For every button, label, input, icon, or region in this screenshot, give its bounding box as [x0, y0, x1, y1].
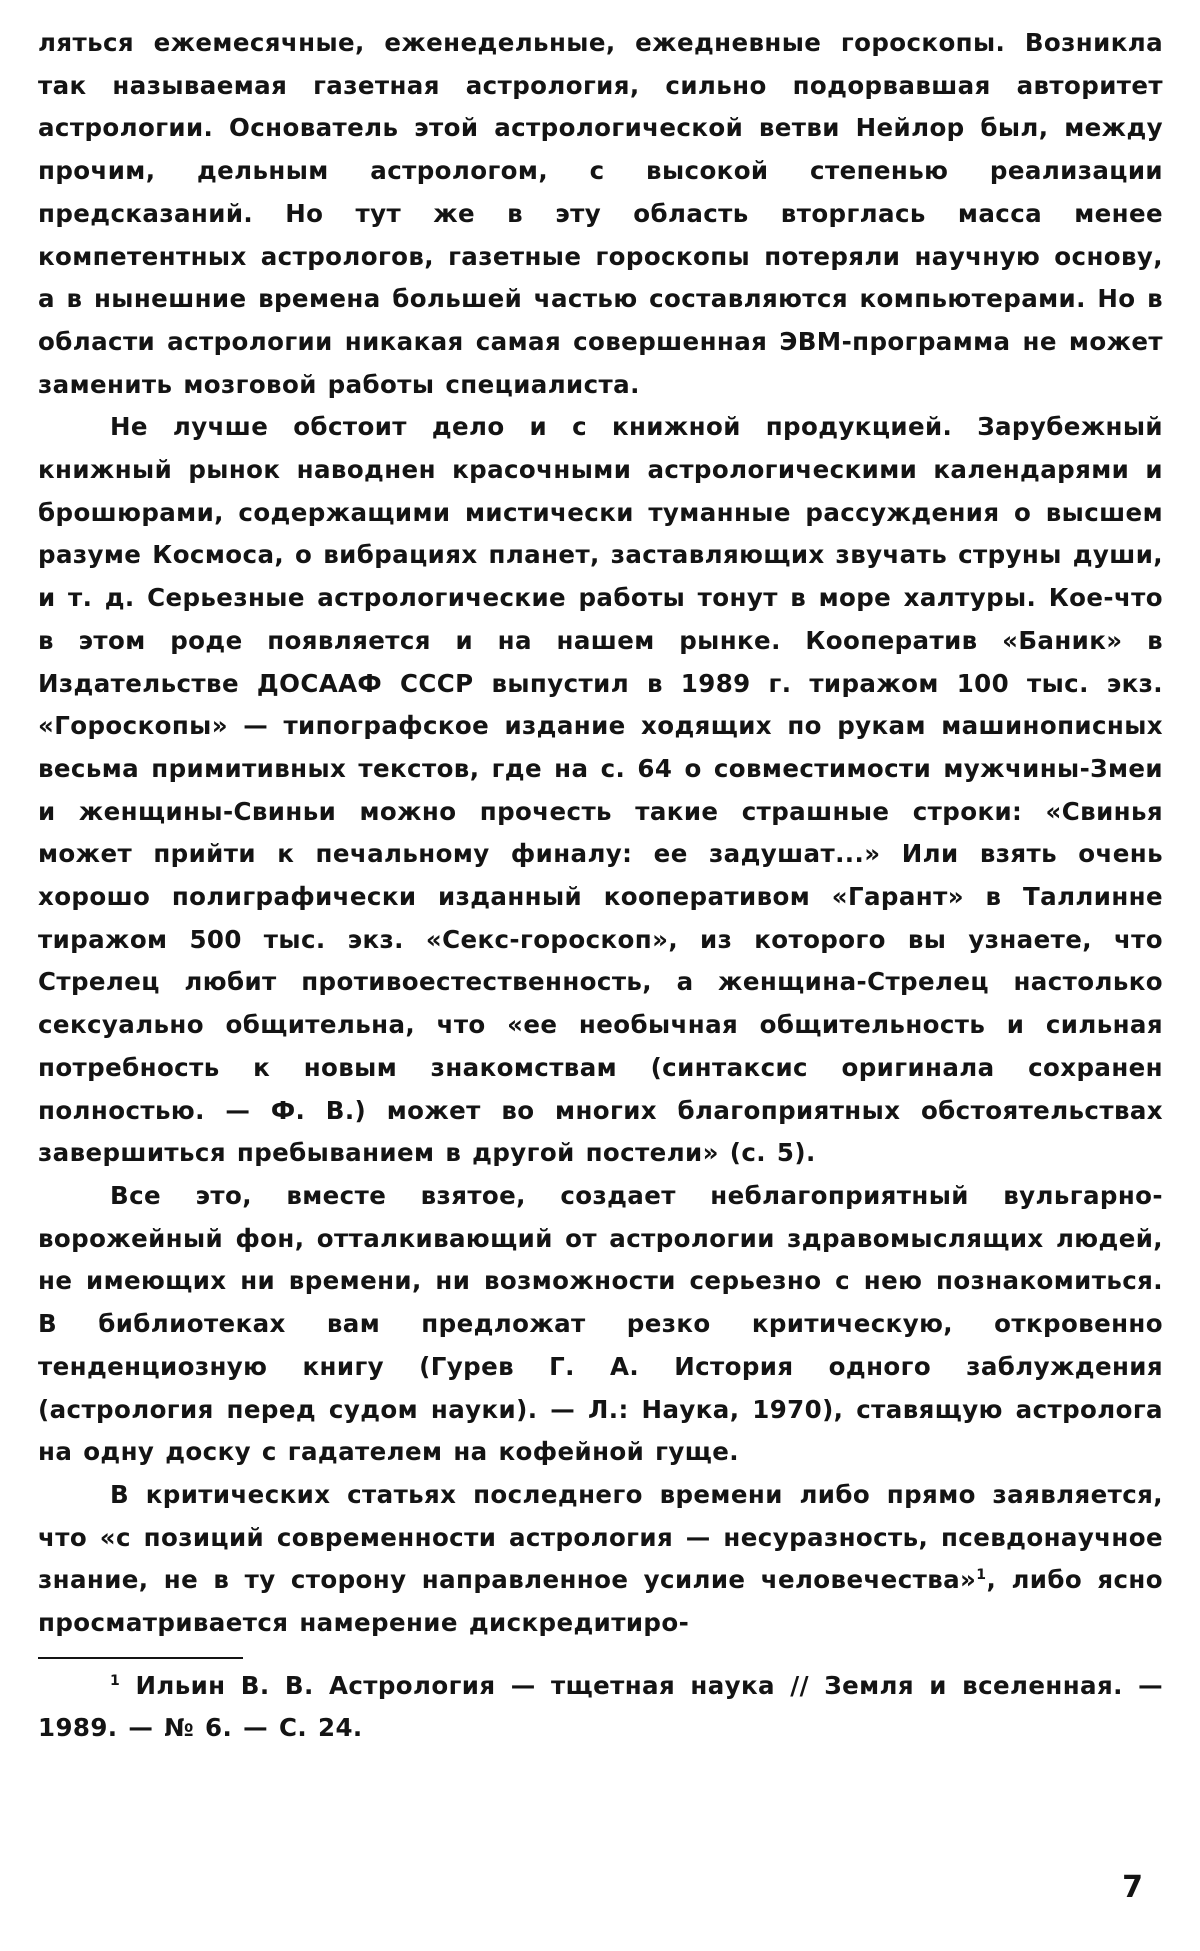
- paragraph-text-end: , либо ясно просматривается намерение дискредитиро-: [38, 1565, 1163, 1638]
- footnote-mark: 1: [110, 1672, 121, 1689]
- document-page: [38, 22, 1163, 1927]
- footnote-reference: 1: [976, 1567, 987, 1584]
- footnote-divider: [38, 1657, 243, 1659]
- footnote-text: Ильин В. В. Астрология — тщетная наука // Земля и вселенная. — 1989. — № 6. — С. 24.: [38, 1670, 1164, 1743]
- paragraph-critical-articles: [38, 1474, 1163, 1645]
- paragraph-text-start: В критических статьях последнего времени либо прямо заявляется, что «с позиций современности астрология — несуразность, псевдонаучное знание, не в ту сторону направленное усилие человечества»: [38, 1479, 1163, 1595]
- page-number: 7: [1122, 1870, 1143, 1905]
- paragraph-background: Все это, вместе взятое, создает неблагоприятный вульгарно-ворожейный фон, отталкивающий от астрологии здравомыслящих людей, не имеющих ни времени, ни возможности серьезно с нею познакомиться. В библиотеках вам предложат резко критическую, откровенно тенденциозную книгу (Гурев Г. А. История одного заблуждения (астрология перед судом науки). — Л.: Наука, 1970), ставящую астролога на одну доску с гадателем на кофейной гуще.: [38, 1180, 1163, 1467]
- footnote: [38, 1665, 1163, 1750]
- paragraph-book-market: Не лучше обстоит дело и с книжной продукцией. Зарубежный книжный рынок наводнен красочными астрологическими календарями и брошюрами, содержащими мистически туманные рассуждения о высшем разуме Космоса, о вибрациях планет, заставляющих звучать струны души, и т. д. Серьезные астрологические работы тонут в море халтуры. Кое-что в этом роде появляется и на нашем рынке. Кооператив «Баник» в Издательстве ДОСААФ СССР выпустил в 1989 г. тиражом 100 тыс. экз. «Гороскопы» — типографское издание ходящих по рукам машинописных весьма примитивных текстов, где на с. 64 о совместимости мужчины-Змеи и женщины-Свиньи можно прочесть такие страшные строки: «Свинья может прийти к печальному финалу: ее задушат...» Или взять очень хорошо полиграфически изданный кооперативом «Гарант» в Таллинне тиражом 500 тыс. экз. «Секс-гороскоп», из которого вы узнаете, что Стрелец любит противоестественность, а женщина-Стрелец настолько сексуально общительна, что «ее необычная общительность и сильная потребность к новым знакомствам (синтаксис оригинала сохранен полностью. — Ф. В.) может во многих благоприятных обстоятельствах завершиться пребыванием в другой постели» (с. 5).: [38, 412, 1163, 1168]
- paragraph-continued: ляться ежемесячные, еженедельные, ежедневные гороскопы. Возникла так называемая газетная астрология, сильно подорвавшая авторитет астрологии. Основатель этой астрологической ветви Нейлор был, между прочим, дельным астрологом, с высокой степенью реализации предсказаний. Но тут же в эту область вторглась масса менее компетентных астрологов, газетные гороскопы потеряли научную основу, а в нынешние времена большей частью составляются компьютерами. Но в области астрологии никакая самая совершенная ЭВМ-программа не может заменить мозговой работы специалиста.: [38, 28, 1163, 399]
